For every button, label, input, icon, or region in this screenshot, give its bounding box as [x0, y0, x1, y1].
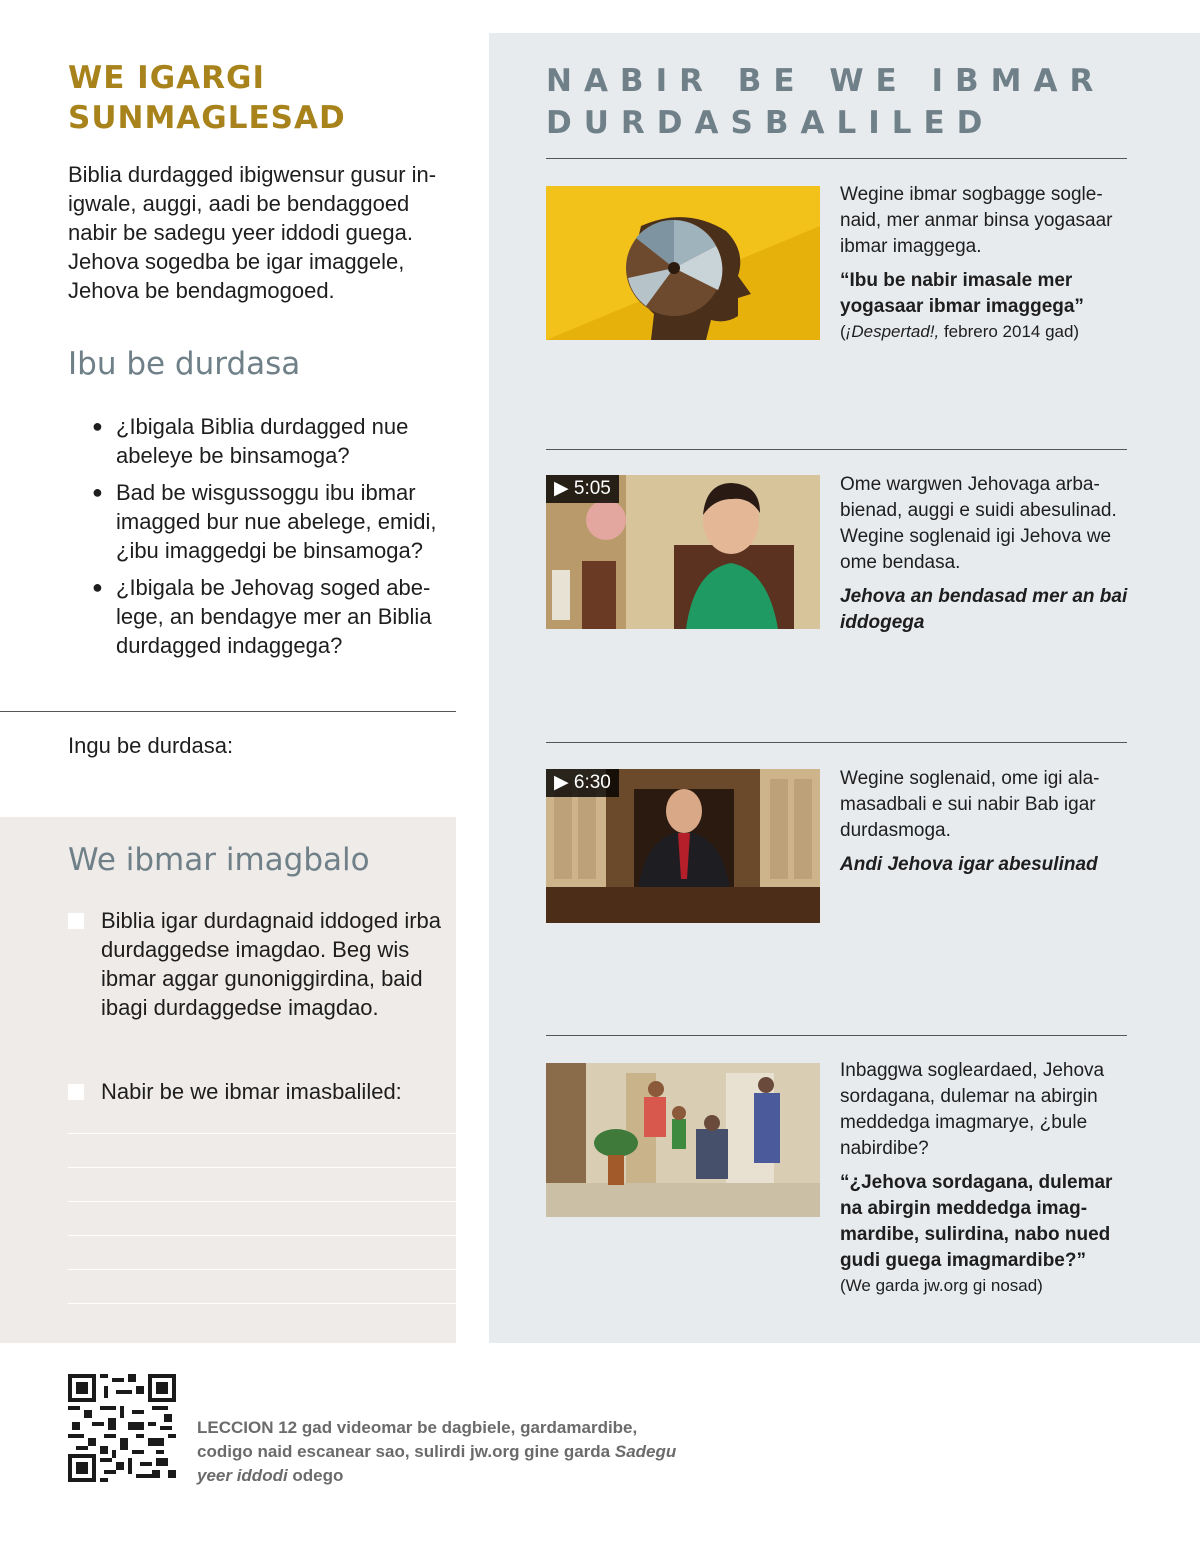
review-question: ● ¿Ibigala Biblia durdagged nue abeleye be binsamoga? — [92, 414, 409, 468]
head-illustration-icon — [546, 186, 820, 340]
video-duration: ▶ 5:05 — [546, 475, 619, 503]
write-line[interactable] — [68, 1303, 456, 1304]
write-line[interactable] — [68, 1167, 456, 1168]
explore-item — [840, 472, 1130, 636]
summary-title: WE IGARGI SUNMAGLESAD — [68, 60, 346, 136]
footer-note: LECCION 12 gad videomar be dagbiele, gardamardibe, codigo naid escanear sao, sulirdi jw.org gine garda Sadegu yeer iddodi odego — [197, 1418, 677, 1485]
video-thumbnail[interactable] — [546, 475, 820, 629]
review-heading: Ibu be durdasa — [68, 346, 301, 382]
write-line[interactable] — [68, 1269, 456, 1270]
family-greeting-image-icon — [546, 1063, 820, 1217]
item-source: (We garda jw.org gi nosad) — [840, 1276, 1043, 1295]
article-thumbnail[interactable] — [546, 1063, 820, 1217]
qr-code-icon — [68, 1374, 176, 1482]
summary-text: Biblia durdagged ibigwensur gusur inigwale, auggi, aadi be bendaggoed nabir be sadegu yeer iddodi guega. Jehova sogedba be igar imaggele, Jehova be bendagmogoed. — [68, 162, 437, 303]
review-question-list — [92, 412, 462, 668]
bullet-icon: ● — [92, 416, 103, 436]
item-description: Wegine soglenaid, ome igi alamasadbali e sui nabir Bab igar durdasmoga. — [840, 768, 1100, 841]
item-description: Wegine ibmar sogbagge soglenaid, mer anmar binsa yogasaar ibmar imaggega. — [840, 184, 1113, 257]
explore-item — [840, 766, 1130, 878]
goals-heading: We ibmar imagbalo — [68, 842, 370, 878]
bullet-icon: ● — [92, 482, 103, 502]
goal-item — [68, 1077, 448, 1106]
explore-item — [840, 1058, 1130, 1298]
divider — [546, 742, 1127, 743]
goal-text: Nabir be we ibmar imasbaliled: — [101, 1079, 402, 1104]
item-description: Ome wargwen Jehovaga arbabienad, auggi e suidi abesulinad. Wegine soglenaid igi Jehova we ome bendasa. — [840, 474, 1117, 573]
explore-title: NABIR BE WE IBMAR DURDASBALILED — [546, 63, 1106, 141]
explore-item — [840, 182, 1130, 344]
write-line[interactable] — [68, 1235, 456, 1236]
item-reference-link[interactable]: Jehova an bendasad mer an bai iddogega — [840, 586, 1128, 633]
goal-text: Biblia igar durdagnaid iddoged irba durdaggedse imagdao. Beg wis ibmar aggar gunoniggirdina, baid ibagi durdaggedse imagdao. — [101, 908, 442, 1020]
review-question: ● ¿Ibigala be Jehovag soged abelege, an bendagye mer an Biblia durdagged indaggega? — [92, 575, 432, 658]
goal-checkbox[interactable] — [68, 1084, 84, 1100]
article-thumbnail[interactable] — [546, 186, 820, 340]
divider — [546, 1035, 1127, 1036]
item-reference-link[interactable]: Andi Jehova igar abesulinad — [840, 854, 1098, 875]
item-reference-link[interactable]: “¿Jehova sordagana, dulemar na abirgin meddedga imagmardibe, sulirdina, nabo nued gudi guega imagmardibe?” — [840, 1172, 1113, 1271]
review-question: ● Bad be wisgussoggu ibu ibmar imagged bur nue abelege, emidi, ¿ibu imaggedgi be binsamoga? — [92, 480, 437, 563]
write-line[interactable] — [68, 1201, 456, 1202]
divider — [0, 711, 456, 712]
goal-item — [68, 906, 448, 1022]
divider — [546, 449, 1127, 450]
item-description: Inbaggwa sogleardaed, Jehova sordagana, dulemar na abirgin meddedga imagmarye, ¿bule nabirdibe? — [840, 1060, 1105, 1159]
divider — [546, 158, 1127, 159]
write-line[interactable] — [68, 1133, 456, 1134]
item-reference-link[interactable]: “Ibu be nabir imasale mer yogasaar ibmar imaggega” — [840, 270, 1084, 317]
video-thumbnail[interactable] — [546, 769, 820, 923]
item-source: (¡Despertad!, febrero 2014 gad) — [840, 322, 1080, 341]
bullet-icon: ● — [92, 577, 103, 597]
qr-code[interactable] — [68, 1374, 176, 1482]
video-duration: ▶ 6:30 — [546, 769, 619, 797]
custom-question-label: Ingu be durdasa: — [68, 733, 234, 758]
goal-checkbox[interactable] — [68, 913, 84, 929]
